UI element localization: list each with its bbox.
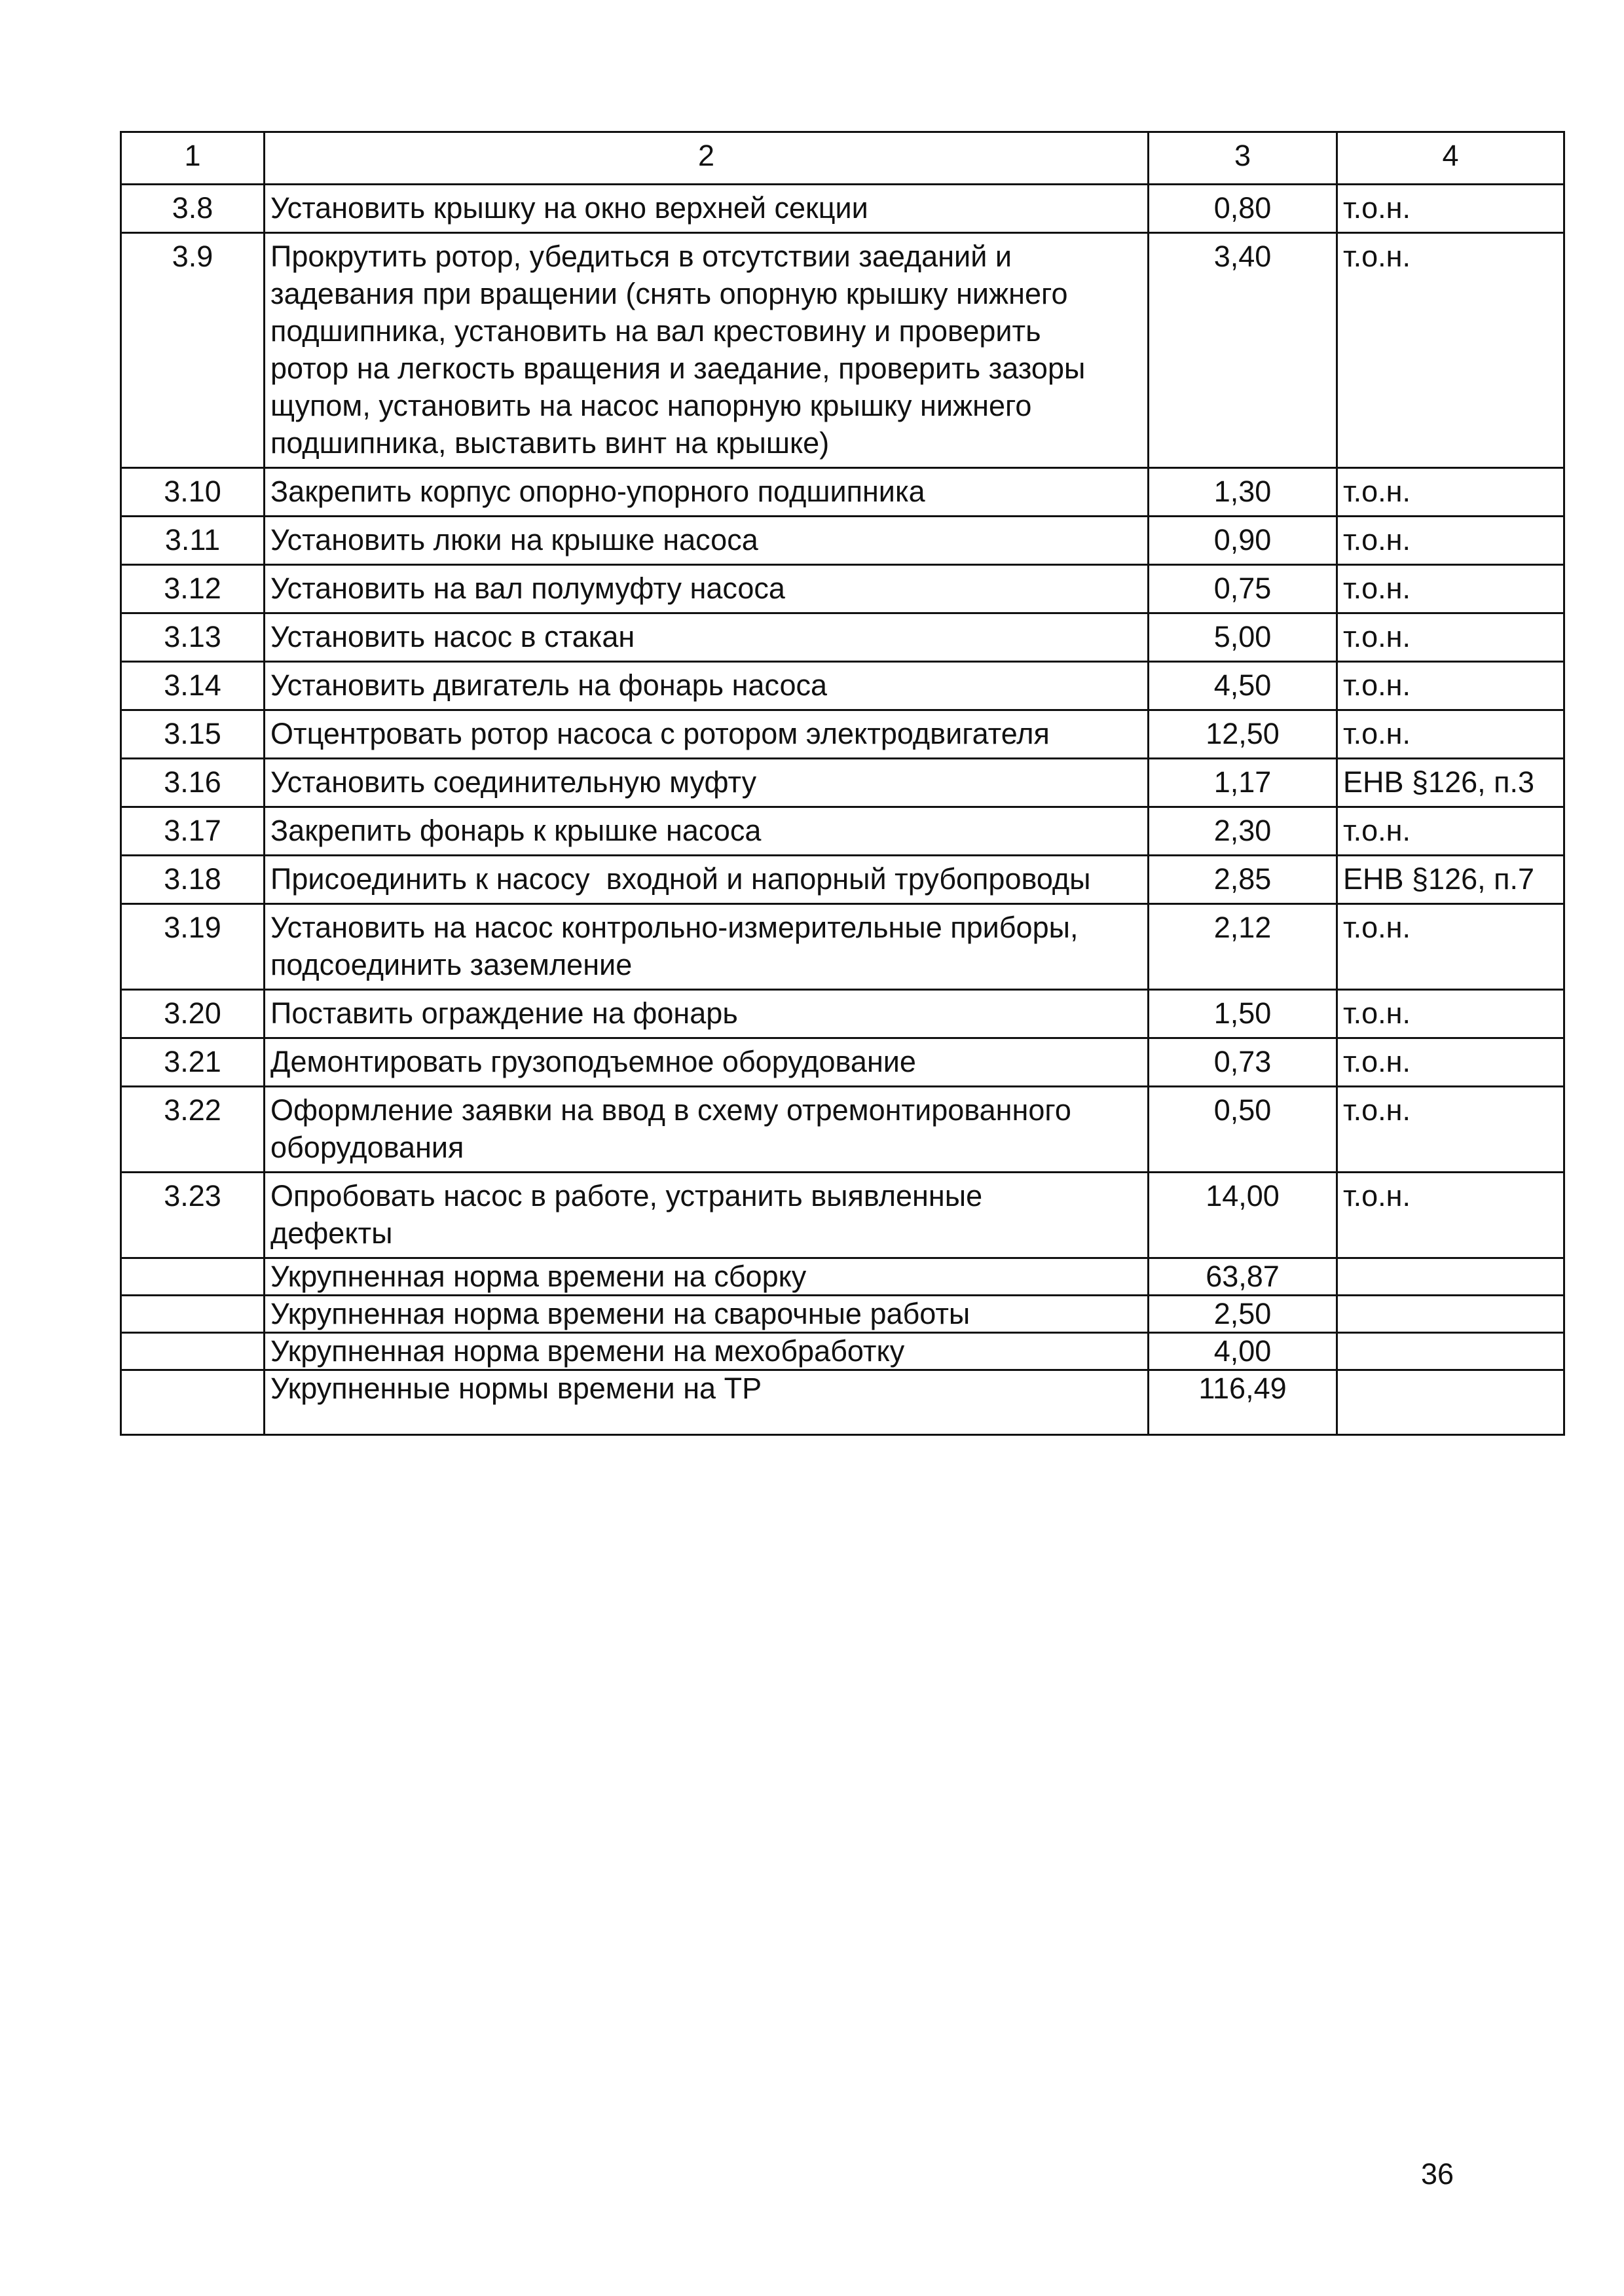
time-norm-value: 0,75 [1149,565,1337,613]
row-number: 3.11 [121,517,265,565]
row-number: 3.19 [121,904,265,990]
time-norm-value: 0,50 [1149,1087,1337,1173]
row-number: 3.21 [121,1038,265,1087]
total-number-empty [121,1370,265,1435]
row-number: 3.9 [121,233,265,468]
norm-source: т.о.н. [1337,662,1564,710]
column-header-4: 4 [1337,132,1564,185]
norm-source: т.о.н. [1337,990,1564,1038]
row-number: 3.16 [121,759,265,807]
row-number: 3.17 [121,807,265,856]
total-source-empty [1337,1258,1564,1296]
row-number: 3.20 [121,990,265,1038]
total-value: 116,49 [1149,1370,1337,1435]
total-number-empty [121,1258,265,1296]
row-number: 3.15 [121,710,265,759]
table-row [121,468,1564,517]
norm-source: т.о.н. [1337,565,1564,613]
norm-source: т.о.н. [1337,1173,1564,1258]
column-header-3: 3 [1149,132,1337,185]
table-row [121,807,1564,856]
total-source-empty [1337,1370,1564,1435]
row-number: 3.10 [121,468,265,517]
norm-source: т.о.н. [1337,807,1564,856]
norm-source: ЕНВ §126, п.7 [1337,856,1564,904]
norm-source: т.о.н. [1337,185,1564,233]
time-norms-table [120,131,1565,1436]
row-number: 3.23 [121,1173,265,1258]
table-header-row [121,132,1564,185]
operation-description: Демонтировать грузоподъемное оборудование [265,1038,1149,1087]
operation-description: Установить соединительную муфту [265,759,1149,807]
total-row [121,1296,1564,1333]
norm-source: ЕНВ §126, п.3 [1337,759,1564,807]
total-source-empty [1337,1296,1564,1333]
operation-description: Оформление заявки на ввод в схему отремонтированного оборудования [265,1087,1149,1173]
operation-description: Установить люки на крышке насоса [265,517,1149,565]
table-row [121,517,1564,565]
table-row [121,233,1564,468]
total-row [121,1258,1564,1296]
time-norm-value: 1,50 [1149,990,1337,1038]
time-norm-value: 4,50 [1149,662,1337,710]
total-value: 4,00 [1149,1333,1337,1370]
table-row [121,759,1564,807]
norm-source: т.о.н. [1337,613,1564,662]
operation-description: Установить на насос контрольно-измерительные приборы, подсоединить заземление [265,904,1149,990]
norm-source: т.о.н. [1337,710,1564,759]
norm-source: т.о.н. [1337,517,1564,565]
column-header-1: 1 [121,132,265,185]
table-row [121,662,1564,710]
row-number: 3.13 [121,613,265,662]
row-number: 3.22 [121,1087,265,1173]
time-norm-value: 2,12 [1149,904,1337,990]
table-row [121,856,1564,904]
operation-description: Установить насос в стакан [265,613,1149,662]
table-row [121,565,1564,613]
total-description: Укрупненные нормы времени на ТР [265,1370,1149,1435]
table-body [121,132,1564,1435]
time-norm-value: 2,85 [1149,856,1337,904]
column-header-2: 2 [265,132,1149,185]
time-norm-value: 0,80 [1149,185,1337,233]
operation-description: Установить на вал полумуфту насоса [265,565,1149,613]
table-row [121,1087,1564,1173]
time-norm-value: 5,00 [1149,613,1337,662]
table-row [121,710,1564,759]
operation-description: Установить крышку на окно верхней секции [265,185,1149,233]
table-row [121,990,1564,1038]
table-row [121,185,1564,233]
total-row [121,1333,1564,1370]
total-description: Укрупненная норма времени на сборку [265,1258,1149,1296]
row-number: 3.18 [121,856,265,904]
table-row [121,1038,1564,1087]
operation-description: Установить двигатель на фонарь насоса [265,662,1149,710]
total-value: 63,87 [1149,1258,1337,1296]
time-norm-value: 12,50 [1149,710,1337,759]
total-number-empty [121,1333,265,1370]
total-value: 2,50 [1149,1296,1337,1333]
operation-description: Поставить ограждение на фонарь [265,990,1149,1038]
table-row [121,1173,1564,1258]
total-description: Укрупненная норма времени на сварочные работы [265,1296,1149,1333]
operation-description: Закрепить корпус опорно-упорного подшипника [265,468,1149,517]
table-row [121,613,1564,662]
row-number: 3.8 [121,185,265,233]
time-norm-value: 3,40 [1149,233,1337,468]
total-description: Укрупненная норма времени на мехобработку [265,1333,1149,1370]
time-norm-value: 1,30 [1149,468,1337,517]
operation-description: Отцентровать ротор насоса с ротором электродвигателя [265,710,1149,759]
time-norm-value: 0,90 [1149,517,1337,565]
operation-description: Опробовать насос в работе, устранить выявленные дефекты [265,1173,1149,1258]
norm-source: т.о.н. [1337,233,1564,468]
row-number: 3.14 [121,662,265,710]
norm-source: т.о.н. [1337,1087,1564,1173]
operation-description: Присоединить к насосу входной и напорный трубопроводы [265,856,1149,904]
total-number-empty [121,1296,265,1333]
norm-source: т.о.н. [1337,468,1564,517]
page-number: 36 [1421,2157,1454,2191]
time-norm-value: 2,30 [1149,807,1337,856]
norm-source: т.о.н. [1337,1038,1564,1087]
norm-source: т.о.н. [1337,904,1564,990]
total-row [121,1370,1564,1435]
operation-description: Прокрутить ротор, убедиться в отсутствии заеданий и задевания при вращении (снять опорную крышку нижнего подшипника, установить на вал крестовину и проверить ротор на легкость вращения и заедание, проверить зазоры щупом, установить на насос напорную крышку нижнего подшипника, выставить винт на крышке) [265,233,1149,468]
time-norm-value: 14,00 [1149,1173,1337,1258]
time-norm-value: 1,17 [1149,759,1337,807]
table-row [121,904,1564,990]
operation-description: Закрепить фонарь к крышке насоса [265,807,1149,856]
time-norm-value: 0,73 [1149,1038,1337,1087]
total-source-empty [1337,1333,1564,1370]
row-number: 3.12 [121,565,265,613]
